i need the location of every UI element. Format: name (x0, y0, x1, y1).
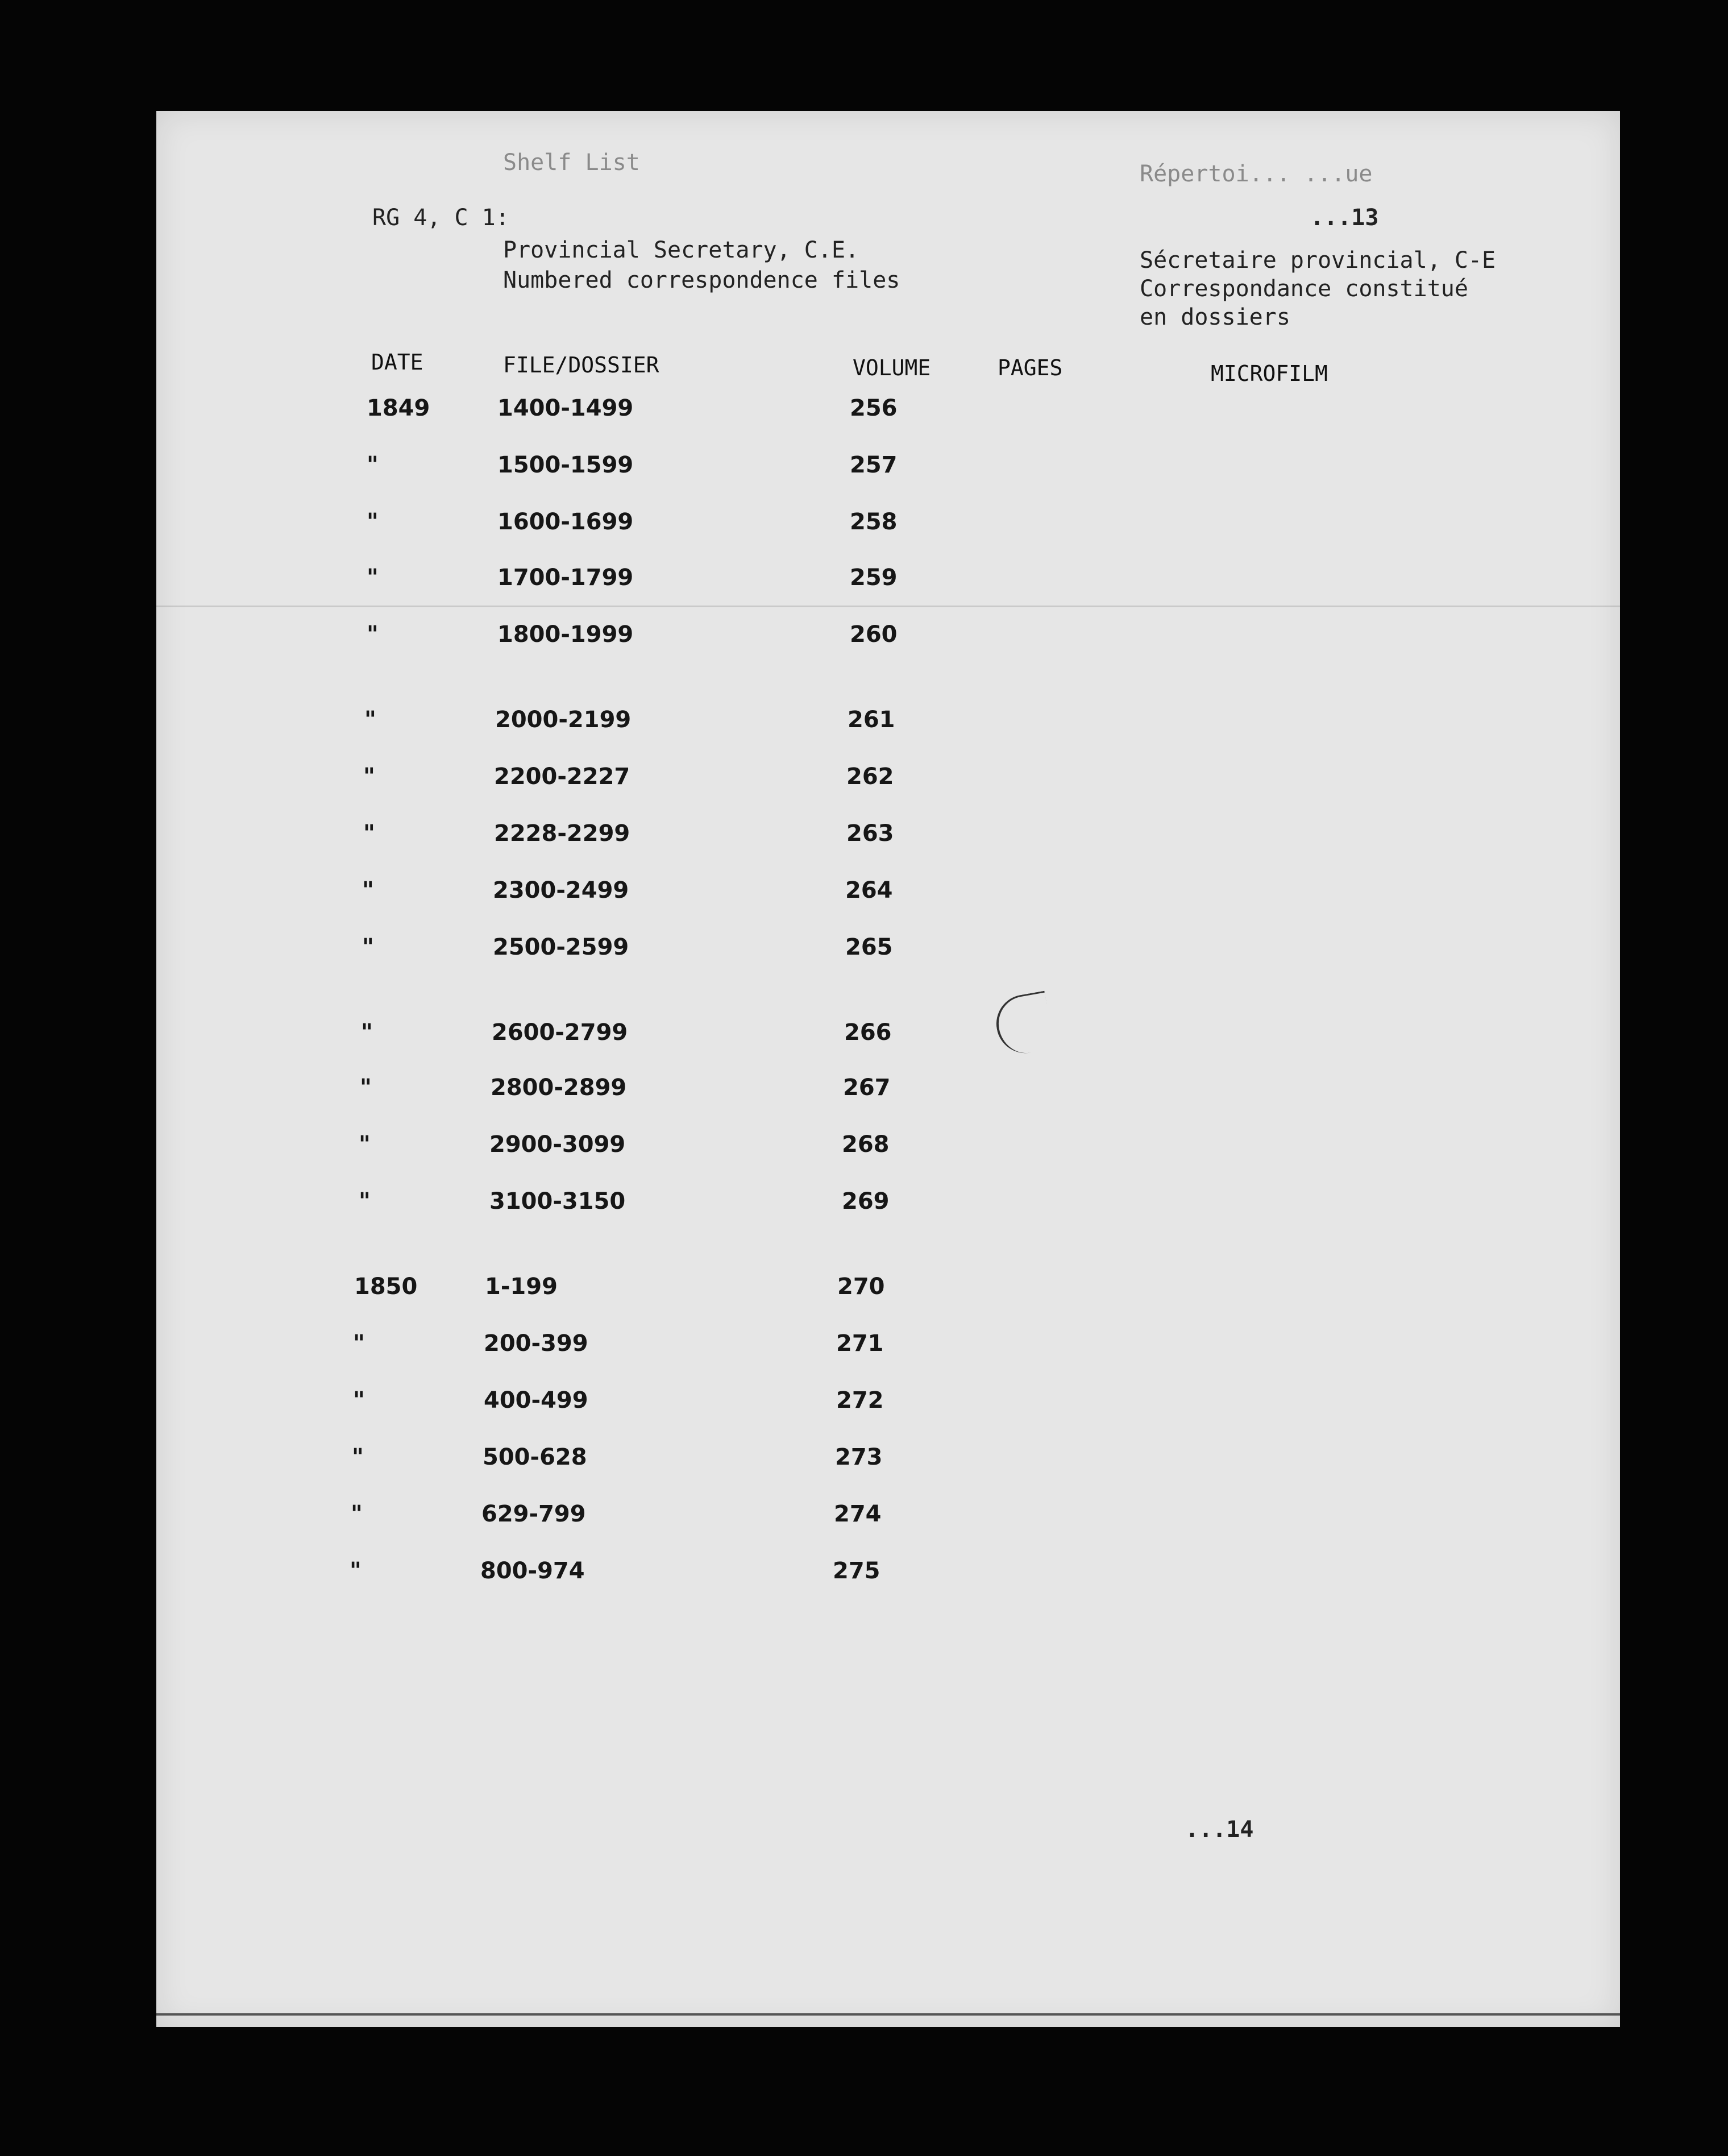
table-row (153, 820, 1617, 855)
row-file: 1600-1699 (497, 509, 634, 535)
title-en-line2: Numbered correspondence files (503, 267, 900, 293)
row-date: " (352, 1444, 364, 1470)
shelf-list-label: Shelf List (503, 150, 640, 176)
row-date: " (350, 1558, 362, 1584)
row-file: 2300-2499 (493, 877, 629, 903)
page-number: ...13 (1310, 205, 1379, 231)
table-row (152, 877, 1615, 911)
column-header-date: DATE (371, 350, 423, 375)
title-fr-line2: Correspondance constitué (1140, 276, 1468, 302)
row-volume: 272 (836, 1387, 884, 1413)
row-volume: 260 (850, 621, 898, 648)
row-file: 3100-3150 (489, 1188, 626, 1214)
row-volume: 274 (834, 1501, 882, 1527)
table-row (154, 707, 1618, 741)
table-row (156, 565, 1620, 599)
row-date: " (367, 509, 379, 535)
table-row (153, 764, 1617, 798)
row-volume: 258 (850, 509, 898, 535)
row-date: " (367, 621, 379, 648)
row-volume: 275 (833, 1558, 880, 1584)
table-row (156, 395, 1620, 429)
row-file: 629-799 (481, 1501, 586, 1527)
row-file: 500-628 (483, 1444, 587, 1470)
table-row (152, 934, 1615, 968)
table-row (156, 621, 1620, 656)
row-date: " (367, 565, 379, 591)
table-row (142, 1444, 1605, 1478)
row-date: " (359, 1188, 371, 1214)
row-volume: 264 (845, 877, 893, 903)
row-file: 2000-2199 (495, 707, 632, 733)
row-date: " (361, 1019, 373, 1046)
table-row (156, 509, 1620, 543)
title-fr-line3: en dossiers (1140, 304, 1290, 330)
column-header-volume: VOLUME (853, 355, 931, 380)
row-file: 800-974 (480, 1558, 585, 1584)
row-file: 400-499 (484, 1387, 588, 1413)
row-file: 200-399 (484, 1330, 588, 1357)
next-page-number: ...14 (1185, 1817, 1254, 1843)
row-volume: 271 (836, 1330, 884, 1357)
row-date: " (363, 764, 375, 790)
row-volume: 256 (850, 395, 898, 421)
table-row (156, 452, 1620, 486)
table-row (144, 1274, 1607, 1308)
row-volume: 268 (842, 1131, 890, 1158)
column-header-microfilm: MICROFILM (1211, 361, 1328, 386)
row-file: 1800-1999 (497, 621, 634, 648)
row-date: " (362, 877, 374, 903)
table-row (149, 1075, 1613, 1109)
row-date: " (351, 1501, 363, 1527)
row-volume: 273 (835, 1444, 883, 1470)
row-file: 1400-1499 (497, 395, 634, 421)
row-file: 2900-3099 (489, 1131, 626, 1158)
row-date: " (353, 1330, 365, 1357)
table-row (148, 1188, 1612, 1222)
row-volume: 269 (842, 1188, 890, 1214)
row-date: " (353, 1387, 365, 1413)
row-file: 2600-2799 (492, 1019, 628, 1046)
row-volume: 262 (846, 764, 894, 790)
row-volume: 257 (850, 452, 898, 478)
row-volume: 261 (848, 707, 895, 733)
table-row (139, 1558, 1603, 1592)
row-volume: 265 (845, 934, 893, 960)
row-file: 1700-1799 (497, 565, 634, 591)
table-row (143, 1387, 1606, 1421)
repertoire-label: Répertoi... ...ue (1140, 161, 1373, 187)
row-volume: 263 (846, 820, 894, 847)
table-row (140, 1501, 1604, 1535)
row-date: " (362, 934, 374, 960)
row-date: " (364, 707, 376, 733)
title-en-line1: Provincial Secretary, C.E. (503, 237, 859, 263)
row-file: 2500-2599 (493, 934, 629, 960)
row-volume: 267 (843, 1075, 891, 1101)
document-page (156, 111, 1620, 2027)
table-row (151, 1019, 1614, 1054)
row-file: 2228-2299 (494, 820, 630, 847)
title-fr-line1: Sécretaire provincial, C-E (1140, 247, 1496, 273)
row-date: " (359, 1131, 371, 1158)
row-volume: 259 (850, 565, 898, 591)
row-volume: 266 (844, 1019, 892, 1046)
table-row (148, 1131, 1612, 1166)
column-header-pages: PAGES (998, 355, 1063, 380)
row-file: 1500-1599 (497, 452, 634, 478)
row-file: 2200-2227 (494, 764, 630, 790)
table-row (143, 1330, 1606, 1365)
row-date: 1849 (367, 395, 430, 421)
row-volume: 270 (837, 1274, 885, 1300)
record-group-ref: RG 4, C 1: (372, 205, 509, 231)
row-date: " (363, 820, 375, 847)
row-date: " (367, 452, 379, 478)
row-file: 1-199 (485, 1274, 558, 1300)
column-header-file: FILE/DOSSIER (503, 353, 659, 378)
row-date: " (360, 1075, 372, 1101)
row-date: 1850 (354, 1274, 418, 1300)
row-file: 2800-2899 (491, 1075, 627, 1101)
